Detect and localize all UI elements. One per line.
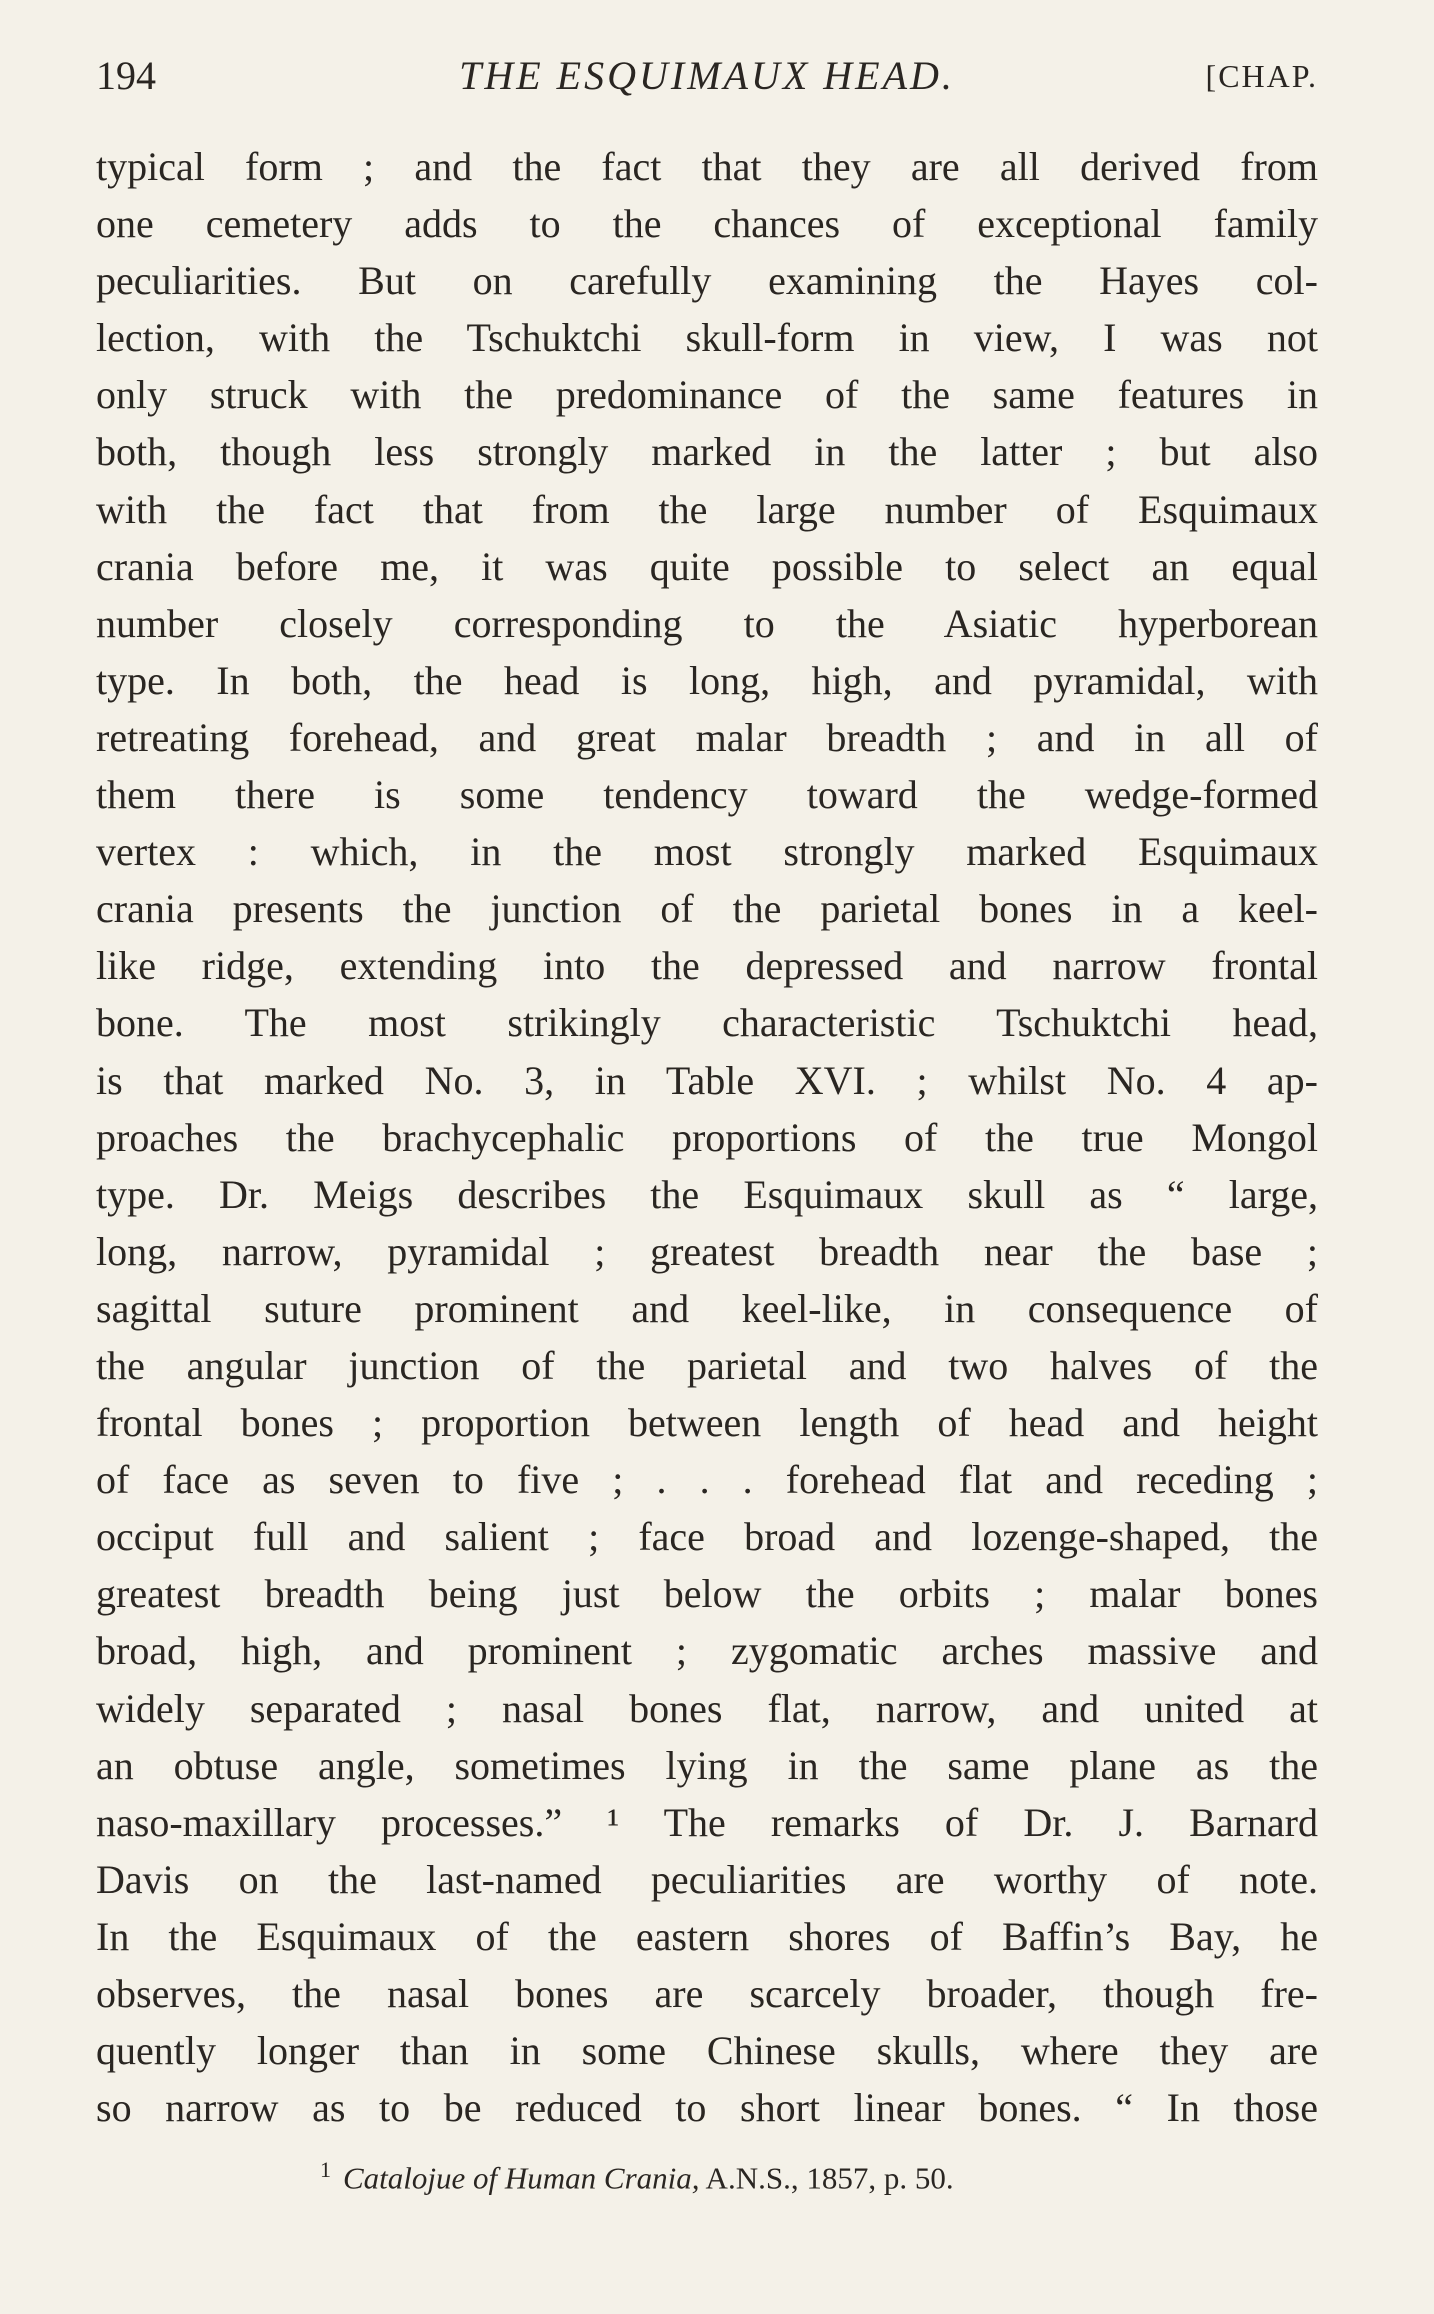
text-line: crania presents the junction of the parietal bones in a keel- bbox=[96, 886, 1318, 932]
text-line: type. In both, the head is long, high, and pyramidal, with bbox=[96, 657, 1318, 703]
text-line: naso-maxillary processes.” ¹ The remarks of Dr. J. Barnard bbox=[96, 1799, 1318, 1845]
text-line: quently longer than in some Chinese skulls, where they are bbox=[96, 2028, 1318, 2074]
text-line: lection, with the Tschuktchi skull-form in view, I was not bbox=[96, 315, 1318, 361]
text-line: broad, high, and prominent ; zygomatic arches massive and bbox=[96, 1628, 1318, 1674]
page-number: 194 bbox=[96, 53, 156, 98]
text-line: typical form ; and the fact that they are all derived from bbox=[96, 144, 1318, 189]
text-line: crania before me, it was quite possible to select an equal bbox=[96, 543, 1318, 589]
text-line: bone. The most strikingly characteristic Tschuktchi head, bbox=[96, 1000, 1318, 1046]
chapter-marker: [CHAP. bbox=[1205, 58, 1318, 94]
text-line: greatest breadth being just below the orbits ; malar bones bbox=[96, 1571, 1318, 1617]
text-line: frontal bones ; proportion between length of head and height bbox=[96, 1400, 1318, 1446]
text-line: occiput full and salient ; face broad and lozenge-shaped, the bbox=[96, 1514, 1318, 1560]
footnote-marker: 1 bbox=[320, 2157, 331, 2182]
text-line: an obtuse angle, sometimes lying in the same plane as the bbox=[96, 1742, 1318, 1788]
text-line: number closely corresponding to the Asiatic hyperborean bbox=[96, 600, 1318, 646]
running-title: THE ESQUIMAUX HEAD. bbox=[459, 53, 955, 98]
footnote-citation: A.N.S., 1857, p. 50. bbox=[699, 2160, 954, 2196]
text-line: like ridge, extending into the depressed and narrow frontal bbox=[96, 943, 1318, 989]
text-line: both, though less strongly marked in the latter ; but also bbox=[96, 429, 1318, 475]
text-line: In the Esquimaux of the eastern shores of Baffin’s Bay, he bbox=[96, 1913, 1318, 1959]
text-line: one cemetery adds to the chances of exceptional family bbox=[96, 201, 1318, 247]
text-line: retreating forehead, and great malar breadth ; and in all of bbox=[96, 714, 1318, 760]
text-line: only struck with the predominance of the same features in bbox=[96, 372, 1318, 418]
text-line: with the fact that from the large number of Esquimaux bbox=[96, 486, 1318, 532]
text-line: is that marked No. 3, in Table XVI. ; whilst No. 4 ap- bbox=[96, 1057, 1318, 1103]
text-line: widely separated ; nasal bones flat, narrow, and united at bbox=[96, 1685, 1318, 1731]
text-line: of face as seven to five ; . . . forehead flat and receding ; bbox=[96, 1457, 1318, 1503]
text-line: observes, the nasal bones are scarcely broader, though fre- bbox=[96, 1971, 1318, 2016]
text-line: long, narrow, pyramidal ; greatest breadth near the base ; bbox=[96, 1228, 1318, 1274]
text-line: them there is some tendency toward the wedge-formed bbox=[96, 772, 1318, 818]
text-line: sagittal suture prominent and keel-like, in consequence of bbox=[96, 1285, 1318, 1331]
text-line: proaches the brachycephalic proportions of the true Mongol bbox=[96, 1114, 1318, 1160]
text-line: so narrow as to be reduced to short linear bones. “ In those bbox=[96, 2085, 1318, 2131]
text-line: type. Dr. Meigs describes the Esquimaux skull as “ large, bbox=[96, 1171, 1318, 1217]
text-line: vertex : which, in the most strongly marked Esquimaux bbox=[96, 829, 1318, 875]
body-text bbox=[96, 138, 1318, 2136]
text-line: the angular junction of the parietal and two halves of the bbox=[96, 1342, 1318, 1388]
footnote-title: Catalojue of Human Crania, bbox=[343, 2160, 700, 2196]
footnote bbox=[320, 2148, 1220, 2200]
text-line: peculiarities. But on carefully examining the Hayes col- bbox=[96, 258, 1318, 304]
text-line: Davis on the last-named peculiarities are worthy of note. bbox=[96, 1856, 1318, 1902]
running-head bbox=[96, 46, 1318, 106]
